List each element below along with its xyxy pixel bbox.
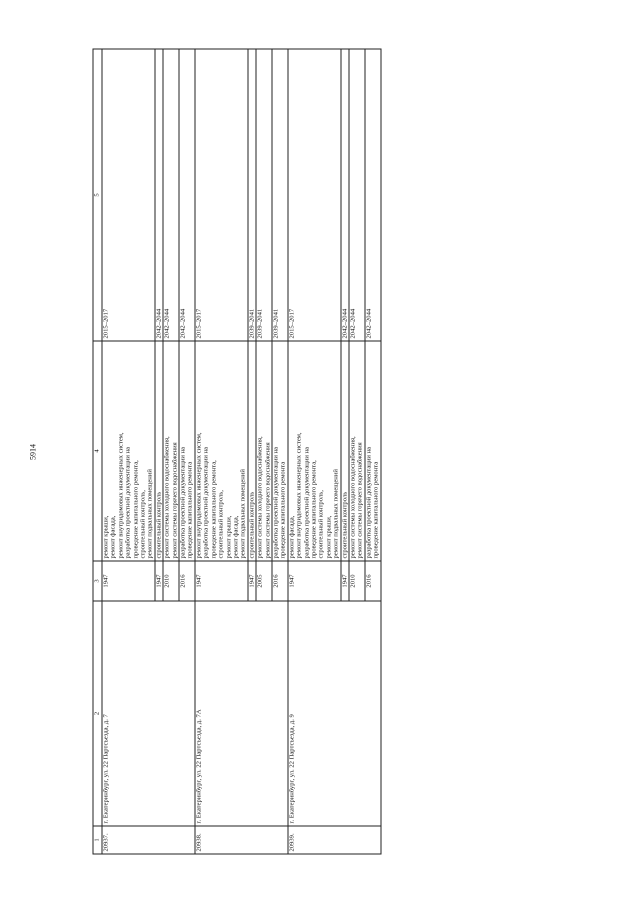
- period-cell: 2042–2044: [365, 49, 381, 341]
- work-item: ремонт системы горячего водоснабжения: [356, 442, 364, 559]
- page-number: 5914: [28, 444, 38, 460]
- work-item: ремонт крыши,: [325, 515, 333, 559]
- works-cell: [272, 341, 288, 561]
- period-cell: 2015–2017: [195, 49, 248, 341]
- period-cell: 2015–2017: [288, 49, 341, 341]
- column-header: 2: [93, 601, 102, 826]
- item-number: 20939.: [288, 826, 381, 854]
- building-address: г. Екатеринбург, ул. 22 Партсъезда, д. 7: [102, 601, 195, 826]
- period-cell: 2039–2041: [256, 49, 272, 341]
- period-cell: 2015–2017: [102, 49, 155, 341]
- work-item: строительный контроль,: [317, 490, 325, 559]
- works-cell: [163, 341, 179, 561]
- work-item: ремонт подвальных помещений: [146, 469, 154, 559]
- year-cell: 1947: [288, 561, 341, 601]
- works-cell: [365, 341, 381, 561]
- work-item: проведение капитального ремонта: [186, 461, 194, 559]
- year-cell: 1947: [102, 561, 155, 601]
- work-item: проведение капитального ремонта: [279, 461, 287, 559]
- works-cell: [102, 341, 155, 561]
- column-header: 5: [93, 49, 102, 341]
- document-sheet: [93, 50, 548, 855]
- item-number: 20937.: [102, 826, 195, 854]
- work-item: строительный контроль,: [139, 490, 147, 559]
- work-item: ремонт системы горячего водоснабжения: [264, 442, 272, 559]
- works-cell: [179, 341, 195, 561]
- work-item: ремонт крыши,: [225, 515, 232, 559]
- work-item: ремонт фасада,: [288, 515, 296, 559]
- period-cell: 2039–2041: [248, 49, 256, 341]
- work-item: проведение капитального ремонта,: [310, 460, 318, 559]
- work-item: разработка проектной документации на: [202, 447, 210, 559]
- table-body: [102, 49, 381, 854]
- work-item: ремонт системы горячего водоснабжения: [171, 442, 179, 559]
- year-cell: 2016: [365, 561, 381, 601]
- year-cell: 1947: [341, 561, 349, 601]
- work-item: ремонт крыши,: [102, 515, 110, 559]
- work-item: ремонт фасада,: [109, 515, 117, 559]
- period-cell: 2042–2044: [163, 49, 179, 341]
- year-cell: 2010: [163, 561, 179, 601]
- table-row: [195, 49, 248, 854]
- work-item: проведение капитального ремонта,: [210, 460, 218, 559]
- repair-schedule-table: [93, 49, 382, 855]
- works-cell: [288, 341, 341, 561]
- item-number: 20938.: [195, 826, 288, 854]
- header-row: [93, 49, 102, 854]
- column-header: 3: [93, 561, 102, 601]
- column-header: 4: [93, 341, 102, 561]
- year-cell: 2016: [179, 561, 195, 601]
- work-item: ремонт системы холодного водоснабжения,: [349, 436, 357, 559]
- works-cell: [349, 341, 365, 561]
- work-item: строительный контроль,: [217, 490, 225, 559]
- table-row: [288, 49, 341, 854]
- period-cell: 2042–2044: [349, 49, 365, 341]
- year-cell: 1947: [155, 561, 163, 601]
- work-item: ремонт системы холодного водоснабжения,: [163, 436, 171, 559]
- work-item: ремонт внутридомовых инженерных систем,: [195, 432, 203, 559]
- work-item: разработка проектной документации на: [272, 447, 280, 559]
- period-cell: 2042–2044: [179, 49, 195, 341]
- period-cell: 2042–2044: [155, 49, 163, 341]
- work-item: ремонт фасада,: [232, 515, 240, 559]
- period-cell: 2039–2041: [272, 49, 288, 341]
- work-item: разработка проектной документации на: [303, 447, 311, 559]
- year-cell: 1947: [195, 561, 248, 601]
- work-item: ремонт подвальных помещений: [239, 469, 247, 559]
- work-item: строительный контроль: [248, 491, 256, 559]
- table-row: [102, 49, 155, 854]
- work-item: ремонт системы холодного водоснабжения,: [256, 436, 264, 559]
- work-item: проведение капитального ремонта: [372, 461, 380, 559]
- works-cell: [341, 341, 349, 561]
- work-item: строительный контроль: [341, 491, 349, 559]
- work-item: ремонт внутридомовых инженерных систем,: [117, 432, 125, 559]
- year-cell: 1947: [248, 561, 256, 601]
- work-item: проведение капитального ремонта,: [132, 460, 140, 559]
- work-item: разработка проектной документации на: [124, 447, 132, 559]
- period-cell: 2042–2044: [341, 49, 349, 341]
- work-item: ремонт подвальных помещений: [332, 469, 340, 559]
- year-cell: 2010: [349, 561, 365, 601]
- work-item: разработка проектной документации на: [365, 447, 373, 559]
- works-cell: [195, 341, 248, 561]
- year-cell: 2005: [256, 561, 272, 601]
- column-header: 1: [93, 826, 102, 854]
- work-item: строительный контроль: [155, 491, 163, 559]
- works-cell: [248, 341, 256, 561]
- work-item: разработка проектной документации на: [179, 447, 187, 559]
- building-address: г. Екатеринбург, ул. 22 Партсъезда, д. 7А: [195, 601, 288, 826]
- year-cell: 2016: [272, 561, 288, 601]
- building-address: г. Екатеринбург, ул. 22 Партсъезда, д. 9: [288, 601, 381, 826]
- works-cell: [256, 341, 272, 561]
- works-cell: [155, 341, 163, 561]
- work-item: ремонт внутридомовых инженерных систем,: [295, 432, 303, 559]
